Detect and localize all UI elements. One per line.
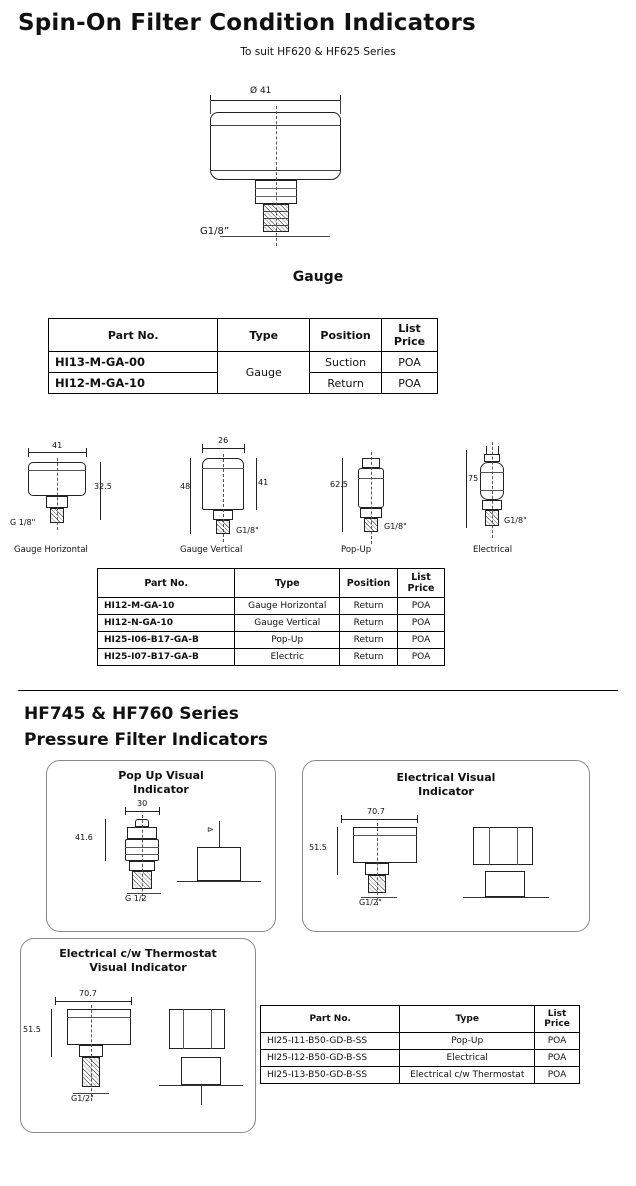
col-list-price: List Price xyxy=(382,319,438,352)
panel-title-line2: Indicator xyxy=(418,785,474,798)
cell-position: Return xyxy=(310,373,382,394)
gauge-caption: Gauge xyxy=(292,269,344,285)
variant-drawing-pop-up xyxy=(330,440,440,550)
cell-price: POA xyxy=(382,373,438,394)
dim-height-2: 41 xyxy=(258,478,269,487)
col-part-no: Part No. xyxy=(49,319,218,352)
dim-height: 51.5 xyxy=(23,1025,41,1034)
variant-label-gauge-vertical: Gauge Vertical xyxy=(180,545,243,555)
dim-thread: G 1/8" xyxy=(10,518,36,527)
dim-thread: G1/8" xyxy=(236,526,259,535)
cell-type: Electrical c/w Thermostat xyxy=(400,1067,535,1084)
cell-part-no: HI25-I06-B17-GA-B xyxy=(98,632,235,649)
dim-thread: G1/8" xyxy=(504,516,527,525)
dim-thread: G1/8" xyxy=(384,522,407,531)
cell-price: POA xyxy=(535,1067,580,1084)
cell-part-no: HI25-I07-B17-GA-B xyxy=(98,649,235,666)
dim-thread: G1/8” xyxy=(200,226,230,237)
dim-thread: G1/2" xyxy=(359,898,382,907)
panel-title-line2: Visual Indicator xyxy=(89,961,187,974)
page-subtitle: To suit HF620 & HF625 Series xyxy=(240,46,396,58)
cell-price: POA xyxy=(535,1050,580,1067)
indicator-table-1 xyxy=(48,318,438,394)
variant-label-gauge-horizontal: Gauge Horizontal xyxy=(14,545,88,555)
cell-type: Gauge xyxy=(218,352,310,394)
cell-part-no: HI12-M-GA-10 xyxy=(98,598,235,615)
table-header-row xyxy=(261,1006,580,1033)
cell-part-no: HI12-N-GA-10 xyxy=(98,615,235,632)
cell-position: Return xyxy=(340,615,398,632)
col-position: Position xyxy=(310,319,382,352)
dim-width: 70.7 xyxy=(367,807,385,816)
table-row xyxy=(98,615,445,632)
dim-width: 26 xyxy=(218,436,229,445)
col-type: Type xyxy=(218,319,310,352)
section-divider xyxy=(18,690,618,691)
table-header-row xyxy=(49,319,438,352)
cell-position: Return xyxy=(340,649,398,666)
cell-price: POA xyxy=(382,352,438,373)
section2-title-line2: Pressure Filter Indicators xyxy=(24,730,269,750)
col-list-price: List Price xyxy=(535,1006,580,1033)
cell-type: Pop-Up xyxy=(235,632,340,649)
col-type: Type xyxy=(235,569,340,598)
panel-title-line1: Electrical c/w Thermostat xyxy=(59,947,217,960)
panel-electrical-thermostat-visual-indicator xyxy=(20,938,256,1133)
page-title: Spin-On Filter Condition Indicators xyxy=(18,10,476,36)
cell-part-no: HI25-I12-B50-GD-B-SS xyxy=(261,1050,400,1067)
col-list-price: List Price xyxy=(398,569,445,598)
cell-type: Gauge Horizontal xyxy=(235,598,340,615)
table-row xyxy=(98,632,445,649)
variant-drawing-electrical xyxy=(460,432,570,550)
indicator-table-3 xyxy=(260,1005,580,1084)
variant-drawing-gauge-horizontal xyxy=(10,440,120,550)
cell-position: Return xyxy=(340,598,398,615)
dim-height-1: 48 xyxy=(180,482,191,491)
table-row xyxy=(261,1050,580,1067)
cell-price: POA xyxy=(398,615,445,632)
dim-diameter: Ø 41 xyxy=(250,86,272,96)
col-position: Position xyxy=(340,569,398,598)
cell-part-no: HI25-I13-B50-GD-B-SS xyxy=(261,1067,400,1084)
table-row xyxy=(98,649,445,666)
variant-drawing-gauge-vertical xyxy=(180,432,300,550)
dim-height: 51.5 xyxy=(309,843,327,852)
dim-thread: G 1/2 xyxy=(125,894,147,903)
indicator-table-2 xyxy=(97,568,445,666)
dim-width: 41 xyxy=(52,441,63,450)
section2-title-line1: HF745 & HF760 Series xyxy=(24,704,239,724)
table-row xyxy=(261,1067,580,1084)
cell-price: POA xyxy=(398,632,445,649)
panel-electrical-visual-indicator xyxy=(302,760,590,932)
panel-title-line2: Indicator xyxy=(133,783,189,796)
dim-height: 32.5 xyxy=(94,482,112,491)
cell-position: Suction xyxy=(310,352,382,373)
gauge-drawing xyxy=(200,78,440,258)
cell-type: Pop-Up xyxy=(400,1033,535,1050)
dim-height: 62.5 xyxy=(330,480,348,489)
dim-width: 30 xyxy=(137,799,148,808)
table-row xyxy=(49,352,438,373)
panel-title-line1: Electrical Visual xyxy=(396,771,496,784)
panel-pop-up-visual-indicator: Pop Up Visual Indicator 30 41.6 G 1/2 ⊳ xyxy=(46,760,276,932)
cell-type: Gauge Vertical xyxy=(235,615,340,632)
panel-title-line1: Pop Up Visual xyxy=(118,769,204,782)
variant-label-electrical: Electrical xyxy=(473,545,513,555)
dim-width: 70.7 xyxy=(79,989,97,998)
col-part-no: Part No. xyxy=(261,1006,400,1033)
col-part-no: Part No. xyxy=(98,569,235,598)
table-header-row xyxy=(98,569,445,598)
table-row xyxy=(98,598,445,615)
cell-part-no: HI13-M-GA-00 xyxy=(49,352,218,373)
cell-price: POA xyxy=(398,649,445,666)
dim-thread: G1/2" xyxy=(71,1094,94,1103)
col-type: Type xyxy=(400,1006,535,1033)
cell-type: Electric xyxy=(235,649,340,666)
cell-price: POA xyxy=(398,598,445,615)
cell-type: Electrical xyxy=(400,1050,535,1067)
dim-height: 41.6 xyxy=(75,833,93,842)
cell-part-no: HI12-M-GA-10 xyxy=(49,373,218,394)
cell-part-no: HI25-I11-B50-GD-B-SS xyxy=(261,1033,400,1050)
variant-label-pop-up: Pop-Up xyxy=(341,545,372,555)
cell-price: POA xyxy=(535,1033,580,1050)
table-row xyxy=(261,1033,580,1050)
dim-height: 75 xyxy=(468,474,479,483)
cell-position: Return xyxy=(340,632,398,649)
